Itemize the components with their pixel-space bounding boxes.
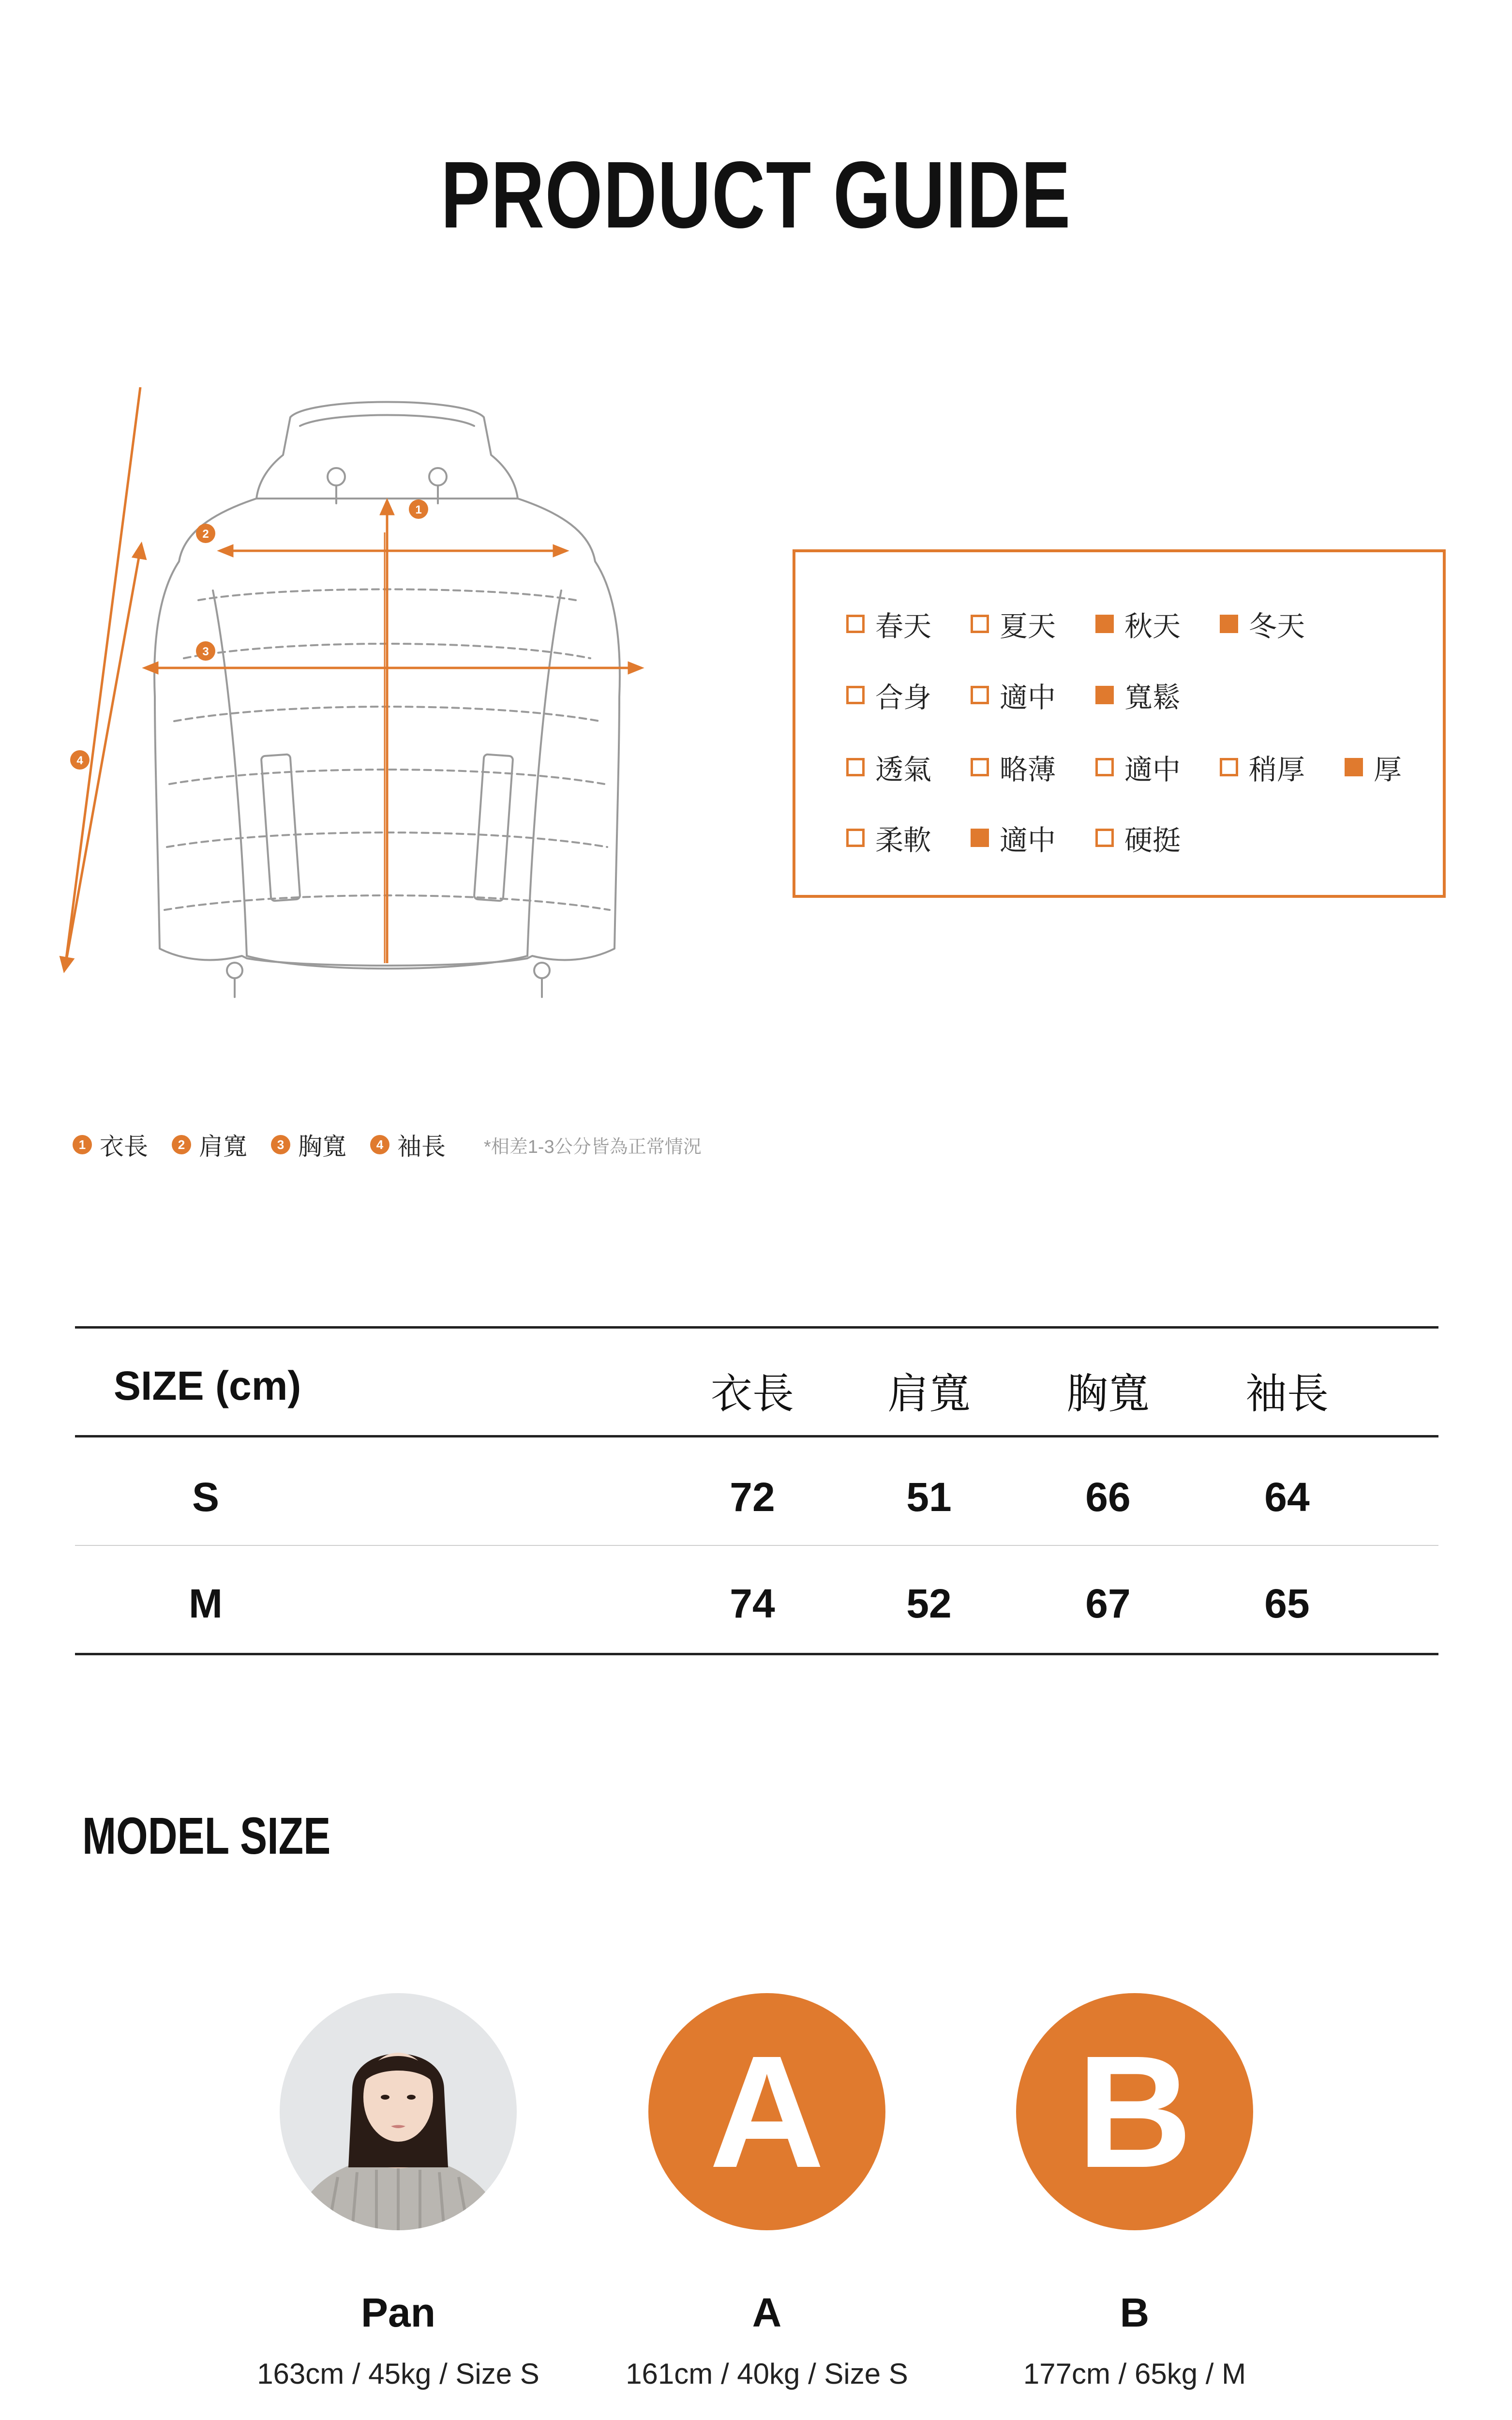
legend-note: *相差1-3公分皆為正常情況 [484, 1136, 702, 1157]
attr-option: 適中 [971, 818, 1056, 857]
row-value: 72 [730, 1474, 775, 1520]
attr-option: 冬天 [1220, 605, 1305, 643]
attr-option: 寬鬆 [1095, 676, 1181, 714]
checkbox-icon [1095, 758, 1114, 776]
checkbox-icon [1095, 615, 1114, 633]
checkbox-icon [1095, 686, 1114, 704]
right-pocket [474, 754, 513, 901]
model-stats-a: 161cm / 40kg / Size S [626, 2358, 908, 2390]
sleeve-line [65, 387, 140, 966]
checkbox-icon [1220, 758, 1238, 776]
attr-row-thickness [795, 748, 1443, 786]
table-header-rule [75, 1435, 1438, 1437]
checkbox-icon [971, 615, 989, 633]
header-chest: 胸寬 [1066, 1371, 1150, 1417]
legend-item: 4 袖長 [370, 1125, 446, 1164]
checkbox-icon [846, 615, 865, 633]
row-value: 51 [906, 1474, 952, 1520]
checkbox-icon [971, 686, 989, 704]
left-pocket [261, 754, 300, 901]
jacket-hood [256, 402, 518, 499]
table-row-divider [75, 1545, 1438, 1546]
checkbox-icon [1220, 615, 1238, 633]
attr-option: 適中 [1095, 748, 1181, 786]
checkbox-icon [971, 758, 989, 776]
attr-row-season [795, 605, 1443, 643]
checkbox-icon [1095, 829, 1114, 847]
model-name-pan: Pan [360, 2290, 436, 2335]
attribute-box [793, 549, 1446, 898]
legend-number: 3 [271, 1135, 290, 1154]
model-stats-b: 177cm / 65kg / M [1023, 2358, 1246, 2390]
header-sleeve: 袖長 [1245, 1371, 1329, 1417]
page-title: PRODUCT GUIDE [441, 142, 1071, 248]
model-name-b: B [1120, 2290, 1150, 2335]
attr-row-texture [795, 818, 1443, 857]
table-bottom-rule [75, 1653, 1438, 1655]
row-value: 67 [1085, 1581, 1131, 1626]
marker-3-label: 3 [202, 645, 209, 658]
attr-option: 秋天 [1095, 605, 1181, 643]
row-value: 52 [906, 1581, 952, 1626]
row-size: M [189, 1581, 223, 1626]
legend-number: 4 [370, 1135, 389, 1154]
checkbox-icon [846, 686, 865, 704]
header-shoulder: 肩寬 [887, 1371, 971, 1417]
model-photo-pan [280, 1993, 517, 2230]
attr-option: 厚 [1345, 748, 1402, 786]
attr-option: 略薄 [971, 748, 1056, 786]
row-size: S [192, 1474, 220, 1520]
attr-option: 稍厚 [1220, 748, 1305, 786]
attr-row-fit [795, 676, 1443, 714]
model-avatar-a [648, 1993, 885, 2230]
checkbox-icon [1345, 758, 1363, 776]
header-size: SIZE (cm) [114, 1363, 301, 1408]
model-name-a: A [752, 2290, 782, 2335]
legend-item: 1 衣長 [73, 1125, 148, 1164]
jacket-illustration [39, 387, 706, 1026]
row-value: 64 [1264, 1474, 1310, 1520]
marker-4-label: 4 [76, 754, 83, 767]
row-value: 65 [1264, 1581, 1310, 1626]
marker-1-label: 1 [415, 503, 422, 516]
attr-option: 柔軟 [846, 818, 931, 857]
avatar-letter: A [709, 2022, 825, 2201]
legend-item: 2 肩寬 [172, 1125, 247, 1164]
marker-2-label: 2 [202, 528, 209, 541]
attr-option: 透氣 [846, 748, 931, 786]
attr-option: 春天 [846, 605, 931, 643]
attr-option: 合身 [846, 676, 931, 714]
model-portrait [280, 1993, 517, 2230]
legend-number: 1 [73, 1135, 92, 1154]
model-size-title: MODEL SIZE [82, 1806, 331, 1865]
attr-option: 夏天 [971, 605, 1056, 643]
model-avatar-b [1016, 1993, 1253, 2230]
checkbox-icon [846, 829, 865, 847]
legend-item: 3 胸寬 [271, 1125, 346, 1164]
row-value: 74 [730, 1581, 775, 1626]
table-top-rule [75, 1326, 1438, 1329]
checkbox-icon [971, 829, 989, 847]
avatar-letter: B [1077, 2022, 1193, 2201]
checkbox-icon [846, 758, 865, 776]
legend-number: 2 [172, 1135, 191, 1154]
header-length: 衣長 [711, 1371, 794, 1417]
model-stats-pan: 163cm / 45kg / Size S [257, 2358, 539, 2390]
row-value: 66 [1085, 1474, 1131, 1520]
attr-option: 硬挺 [1095, 818, 1181, 857]
measurement-legend [73, 1125, 798, 1164]
attr-option: 適中 [971, 676, 1056, 714]
